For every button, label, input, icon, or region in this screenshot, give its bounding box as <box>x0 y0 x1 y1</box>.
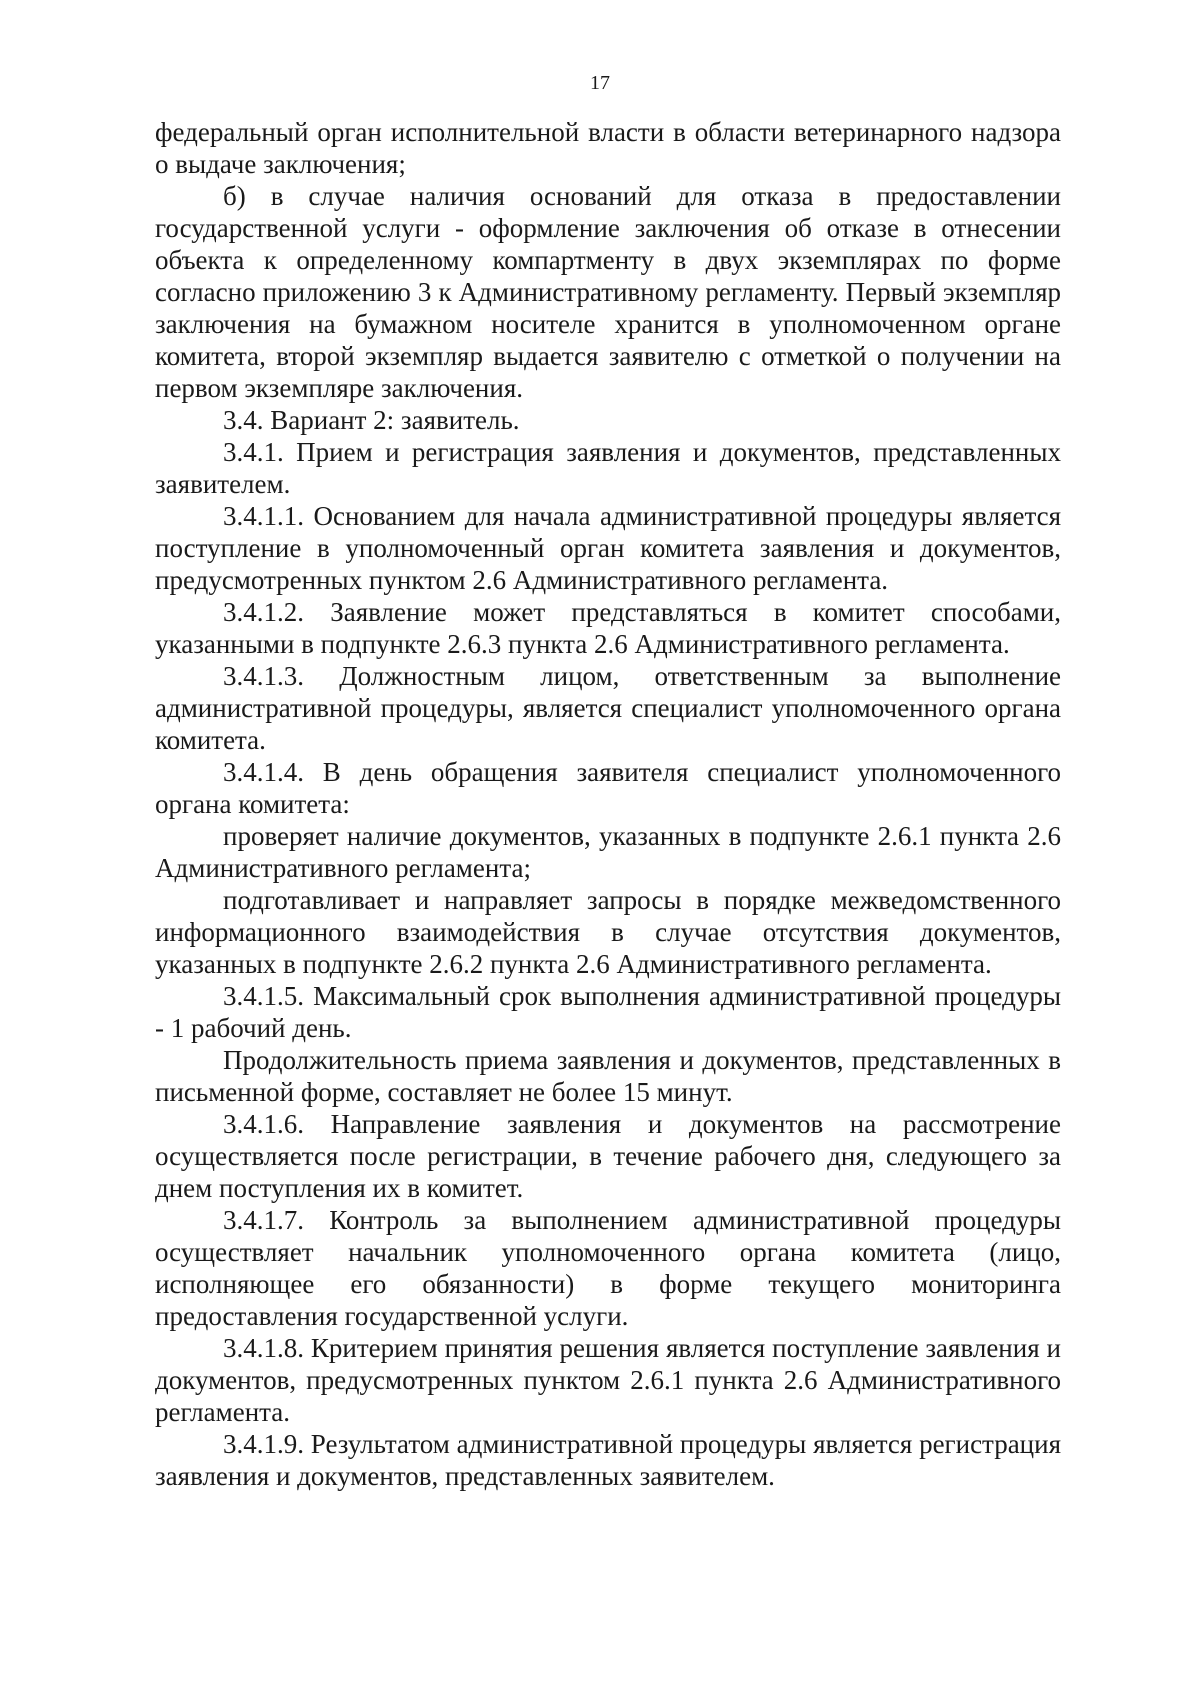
paragraph: 3.4.1.6. Направление заявления и документов на рассмотрение осуществляется после регистрации, в течение рабочего дня, следующего за днем поступления их в комитет. <box>155 1109 1061 1203</box>
paragraph: 3.4.1.3. Должностным лицом, ответственным за выполнение административной процедуры, является специалист уполномоченного органа комитета. <box>155 661 1061 755</box>
page-number: 17 <box>590 72 610 94</box>
paragraph: федеральный орган исполнительной власти в области ветеринарного надзора о выдаче заключения; <box>155 117 1061 179</box>
subsection-heading: 3.4.1. Прием и регистрация заявления и документов, представленных заявителем. <box>155 437 1061 499</box>
paragraph: 3.4.1.1. Основанием для начала административной процедуры является поступление в уполномоченный орган комитета заявления и документов, предусмотренных пунктом 2.6 Административного регламента. <box>155 501 1061 595</box>
paragraph: 3.4.1.8. Критерием принятия решения является поступление заявления и документов, предусмотренных пунктом 2.6.1 пункта 2.6 Административного регламента. <box>155 1333 1061 1427</box>
paragraph: подготавливает и направляет запросы в порядке межведомственного информационного взаимодействия в случае отсутствия документов, указанных в подпункте 2.6.2 пункта 2.6 Административного регламента. <box>155 885 1061 979</box>
paragraph: 3.4.1.5. Максимальный срок выполнения административной процедуры - 1 рабочий день. <box>155 981 1061 1043</box>
paragraph: проверяет наличие документов, указанных в подпункте 2.6.1 пункта 2.6 Административного регламента; <box>155 821 1061 883</box>
paragraph: Продолжительность приема заявления и документов, представленных в письменной форме, составляет не более 15 минут. <box>155 1045 1061 1107</box>
paragraph: 3.4.1.2. Заявление может представляться в комитет способами, указанными в подпункте 2.6.3 пункта 2.6 Административного регламента. <box>155 597 1061 659</box>
paragraph: 3.4.1.4. В день обращения заявителя специалист уполномоченного органа комитета: <box>155 757 1061 819</box>
paragraph: 3.4.1.9. Результатом административной процедуры является регистрация заявления и документов, представленных заявителем. <box>155 1429 1061 1491</box>
document-body <box>155 116 1061 1492</box>
paragraph: б) в случае наличия оснований для отказа в предоставлении государственной услуги - оформление заключения об отказе в отнесении объекта к определенному компартменту в двух экземплярах по форме согласно приложению 3 к Административному регламенту. Первый экземпляр заключения на бумажном носителе хранится в уполномоченном органе комитета, второй экземпляр выдается заявителю с отметкой о получении на первом экземпляре заключения. <box>155 181 1061 403</box>
paragraph: 3.4.1.7. Контроль за выполнением административной процедуры осуществляет начальник уполномоченного органа комитета (лицо, исполняющее его обязанности) в форме текущего мониторинга предоставления государственной услуги. <box>155 1205 1061 1331</box>
section-heading: 3.4. Вариант 2: заявитель. <box>223 405 520 435</box>
